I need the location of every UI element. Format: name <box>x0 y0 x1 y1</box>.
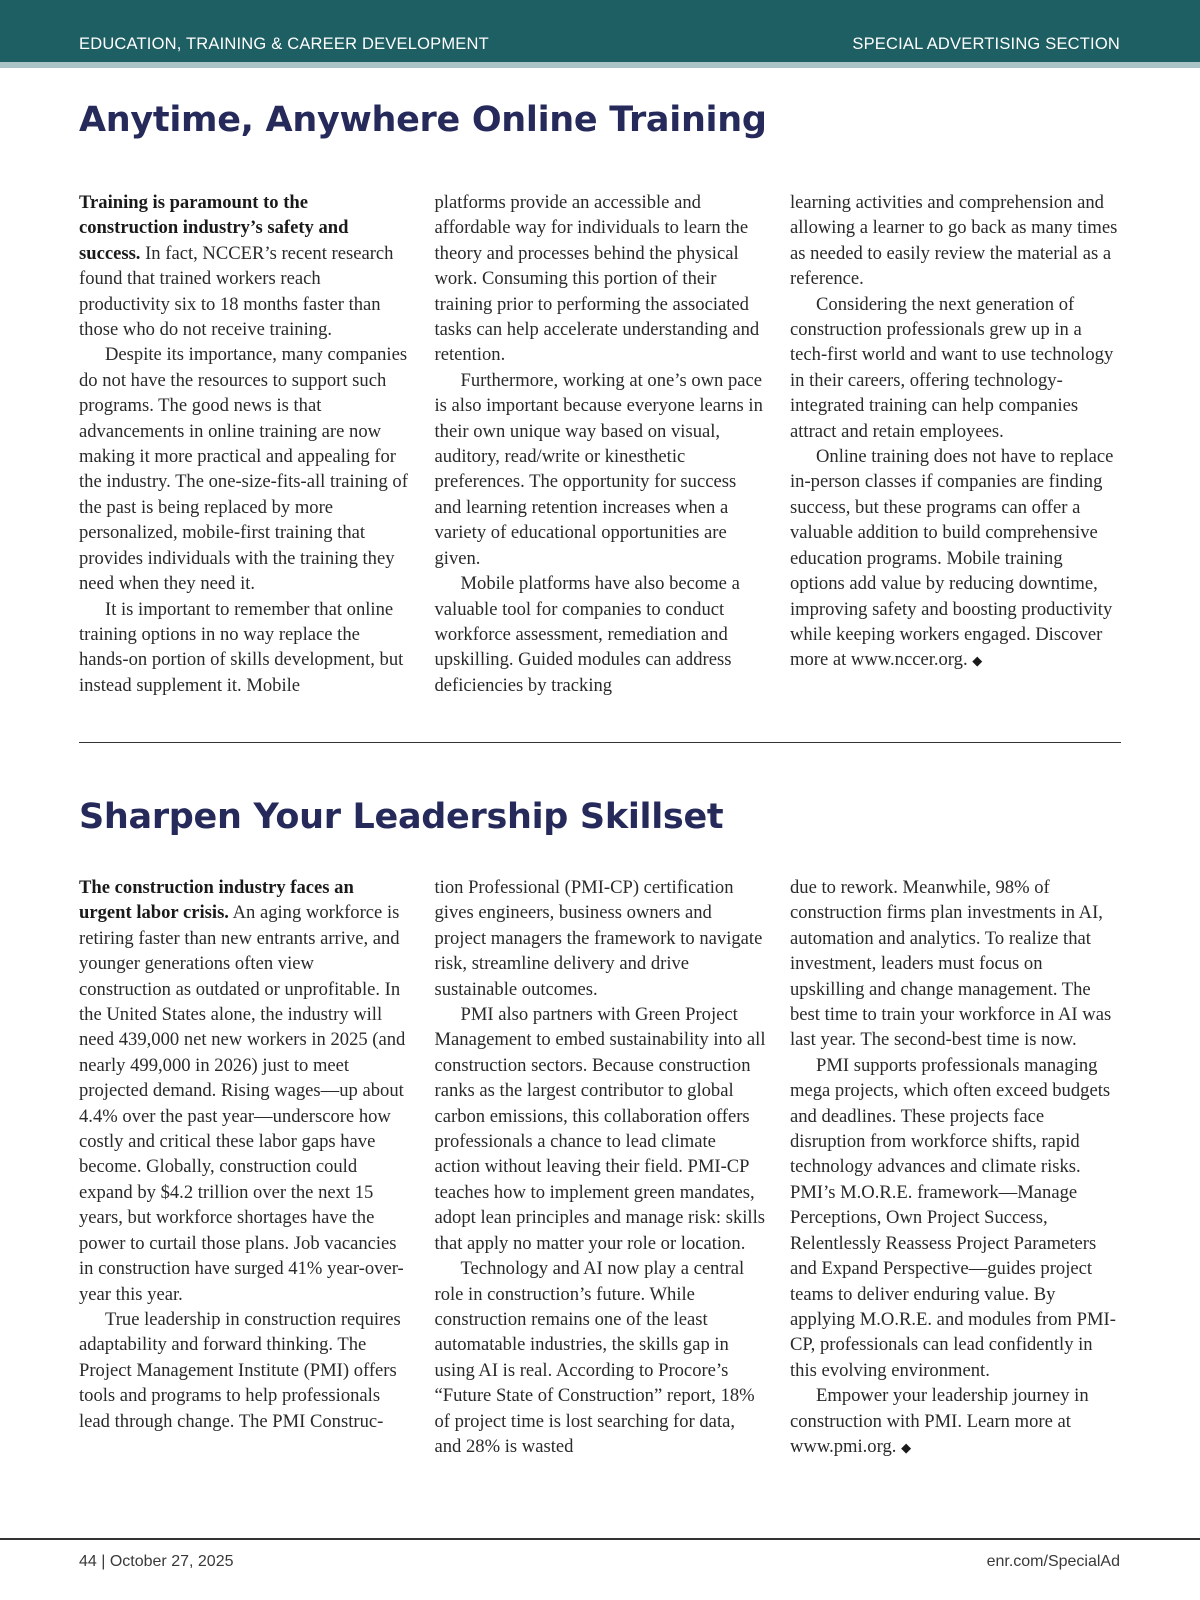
article-1-lead-in: Training is paramount to the construction industry’s safety and success. <box>79 192 349 264</box>
end-of-article-diamond-icon: ◆ <box>901 1440 912 1456</box>
article-2-column-2 <box>435 875 766 1461</box>
article-1-paragraph <box>790 444 1121 675</box>
article-divider <box>79 742 1121 743</box>
article-2-text: Empower your leadership journey in construction with PMI. Learn more at www.pmi.org. <box>790 1385 1089 1457</box>
section-category-label: EDUCATION, TRAINING & CAREER DEVELOPMENT <box>79 35 489 53</box>
article-1-paragraph: It is important to remember that online training options in no way replace the hands-on portion of skills development, but instead supplement it. Mobile <box>79 598 404 696</box>
article-2-paragraph <box>79 875 410 1307</box>
article-1-paragraph: platforms provide an accessible and affordable way for individuals to learn the theory and processes behind the physical work. Consuming this portion of their training prior to performing the associated tasks can help accelerate understanding and retention. <box>434 192 760 366</box>
article-2-body <box>79 875 1121 1461</box>
footer-rule <box>0 1538 1200 1540</box>
article-1-paragraph: learning activities and comprehension and allowing a learner to go back as many times as needed to easily review the material as a reference. <box>790 192 1118 290</box>
article-1-column-1 <box>79 190 410 698</box>
article-2-text: An aging workforce is retiring faster than new entrants arrive, and younger generations often view construction as outdated or unprofitable. In the United States alone, the industry will need 439,000 net new workers in 2025 (and nearly 499,000 in 2026) just to meet projected demand. Rising wages—up about 4.4% over the past year—underscore how costly and critical these labor gaps have become. Globally, construction could expand by $4.2 trillion over the next 15 years, but workforce shortages have the power to curtail those plans. Job vacancies in construction have surged 41% year-over-year this year. <box>79 902 406 1305</box>
article-1-body <box>79 190 1121 698</box>
article-2-paragraph <box>790 1383 1121 1461</box>
article-2-column-3 <box>790 875 1121 1461</box>
header-accent-line <box>0 62 1200 68</box>
article-1-paragraph <box>79 190 410 342</box>
article-1-paragraph: Furthermore, working at one’s own pace is also important because everyone learns in their own unique way based on visual, auditory, read/write or kinesthetic preferences. The opportunity for success and learning retention increases when a variety of educational opportunities are given. <box>434 369 763 569</box>
article-2-column-1 <box>79 875 410 1461</box>
article-2-paragraph: PMI also partners with Green Project Management to embed sustainability into all construction sectors. Because construction ranks as the largest contributor to global carbon emissions, this collaboration offers professionals a chance to lead climate action without leaving their field. PMI-CP teaches how to implement green mandates, adopt lean principles and manage risk: skills that apply no matter your role or location. <box>434 1004 766 1254</box>
footer-url: enr.com/SpecialAd <box>986 1553 1120 1570</box>
article-2-lead-in: The construction industry faces an urgent labor crisis. <box>79 877 354 924</box>
article-1-text: In fact, NCCER’s recent research found that trained workers reach productivity six to 18 months faster than those who do not receive training. <box>79 242 394 341</box>
article-1-paragraph: Mobile platforms have also become a valuable tool for companies to conduct workforce assessment, remediation and upskilling. Guided modules can address deficiencies by tracking <box>434 573 740 696</box>
article-1-column-2 <box>435 190 766 698</box>
article-1-title: Anytime, Anywhere Online Training <box>79 100 767 140</box>
article-2-paragraph: PMI supports professionals managing mega projects, which often exceed budgets and deadlines. These projects face disruption from workforce shifts, rapid technology advances and climate risks. PMI’s M.O.R.E. framework—Manage Perceptions, Own Project Success, Relentlessly Reassess Project Parameters and Expand Perspective—guides project teams to deliver enduring value. By applying M.O.R.E. and modules from PMI-CP, professionals can lead confidently in this evolving environment. <box>790 1054 1116 1381</box>
article-2-paragraph: tion Professional (PMI-CP) certification gives engineers, business owners and project managers the framework to navigate risk, streamline delivery and drive sustainable outcomes. <box>434 877 763 1000</box>
section-header-band <box>0 0 1200 62</box>
article-1-text: Online training does not have to replace in-person classes if companies are finding success, but these programs can offer a valuable addition to build comprehensive education programs. Mobile training options add value by reducing downtime, improving safety and boosting productivity while keeping workers engaged. Discover more at www.nccer.org. <box>790 446 1114 671</box>
article-2-paragraph: Technology and AI now play a central role in construction’s future. While construction remains one of the least automatable industries, the skills gap in using AI is real. According to Procore’s “Future State of Construction” report, 18% of project time is lost searching for data, and 28% is wasted <box>434 1258 755 1457</box>
article-2-title: Sharpen Your Leadership Skillset <box>79 797 724 837</box>
advertising-section-label: SPECIAL ADVERTISING SECTION <box>852 35 1120 53</box>
article-1-column-3 <box>790 190 1121 698</box>
end-of-article-diamond-icon: ◆ <box>972 654 983 670</box>
article-2-paragraph: True leadership in construction requires adaptability and forward thinking. The Project Management Institute (PMI) offers tools and programs to help professionals lead through change. The PMI Construc- <box>79 1308 401 1432</box>
article-1-paragraph: Despite its importance, many companies do not have the resources to support such programs. The good news is that advancements in online training are now making it more practical and appealing for the industry. The one-size-fits-all training of the past is being replaced by more personalized, mobile-first training that provides individuals with the training they need when they need it. <box>79 344 408 595</box>
page-number-and-date: 44 | October 27, 2025 <box>79 1553 234 1570</box>
article-1-paragraph: Considering the next generation of construction professionals grew up in a tech-first world and want to use technology in their careers, offering technology-integrated training can help companies attract and retain employees. <box>790 293 1114 442</box>
article-2-paragraph: due to rework. Meanwhile, 98% of construction firms plan investments in AI, automation and analytics. To realize that investment, leaders must focus on upskilling and change management. The best time to train your workforce in AI was last year. The second-best time is now. <box>790 877 1112 1051</box>
